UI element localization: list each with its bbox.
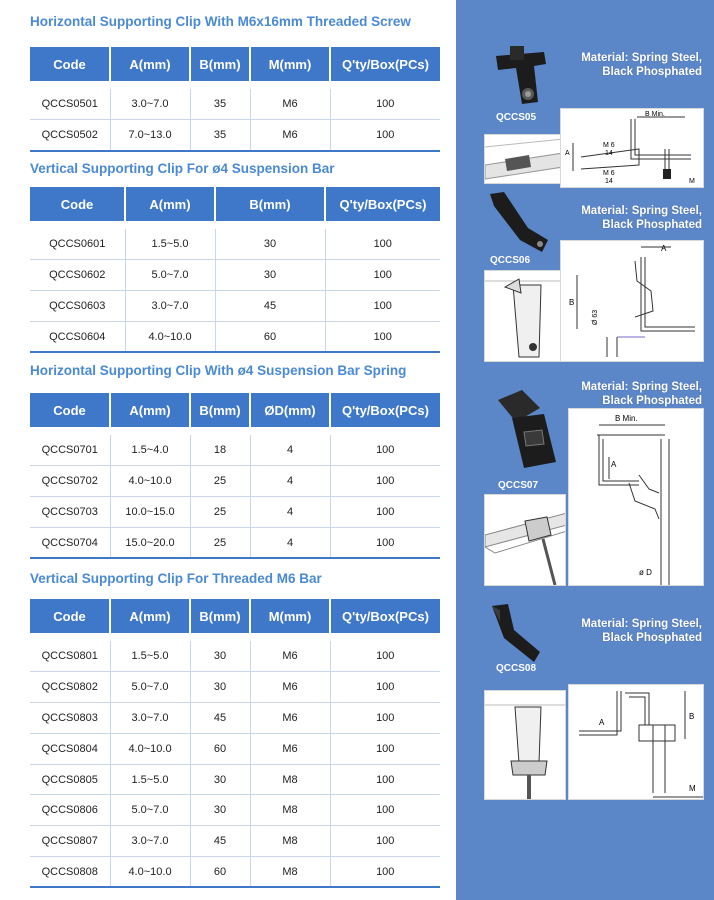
cell-m: M6	[250, 733, 330, 764]
cell-a: 1.5~5.0	[110, 641, 190, 672]
cell-a: 10.0~15.0	[110, 497, 190, 528]
cell-b: 30	[190, 764, 250, 795]
table-row	[30, 764, 440, 795]
cell-m: M6	[250, 641, 330, 672]
dim-label-d: ø D	[639, 568, 652, 577]
cell-code: QCCS0805	[30, 764, 110, 795]
col-header: B(mm)	[190, 47, 250, 81]
table-row	[30, 229, 440, 260]
spec-table-qccs06	[30, 187, 440, 353]
product-code-qccs07: QCCS07	[498, 480, 539, 491]
cell-qty: 100	[330, 497, 440, 528]
col-header: M(mm)	[250, 47, 330, 81]
section-title-qccs06: Vertical Supporting Clip For ø4 Suspension Bar	[30, 161, 335, 176]
cell-code: QCCS0804	[30, 733, 110, 764]
material-note-qccs08	[581, 617, 702, 645]
cell-d: 4	[250, 527, 330, 558]
cell-a: 4.0~10.0	[110, 857, 190, 888]
cell-qty: 100	[330, 703, 440, 734]
cell-code: QCCS0604	[30, 321, 125, 352]
diagram-qccs07	[568, 408, 704, 586]
dim-label-a: A	[661, 244, 667, 253]
table-row	[30, 435, 440, 466]
table-row	[30, 641, 440, 672]
dim-label-14-lower: 14	[605, 178, 613, 185]
col-header: B(mm)	[215, 187, 325, 221]
cell-code: QCCS0502	[30, 120, 110, 151]
cell-m: M6	[250, 672, 330, 703]
cell-qty: 100	[330, 466, 440, 497]
diagram-qccs05	[560, 108, 704, 188]
cell-code: QCCS0602	[30, 260, 125, 291]
table-row	[30, 733, 440, 764]
dim-label-a: A	[599, 718, 605, 727]
material-note-qccs05	[581, 51, 702, 79]
cell-b: 30	[190, 795, 250, 826]
dim-label-b: B	[569, 298, 575, 307]
finish-line: Black Phosphated	[602, 66, 702, 78]
product-panel	[456, 0, 714, 900]
dim-label-b: B	[689, 712, 695, 721]
cell-qty: 100	[330, 857, 440, 888]
product-code-qccs08: QCCS08	[496, 663, 537, 674]
dim-label-d63: Ø 63	[592, 309, 599, 325]
material-note-qccs06	[581, 204, 702, 232]
clip-photo-qccs07	[494, 388, 564, 472]
cell-code: QCCS0703	[30, 497, 110, 528]
cell-b: 60	[190, 733, 250, 764]
cell-qty: 100	[330, 435, 440, 466]
cell-qty: 100	[330, 120, 440, 151]
finish-line: Black Phosphated	[602, 395, 702, 407]
cell-b: 45	[190, 703, 250, 734]
spec-table-qccs07	[30, 393, 440, 559]
col-header: A(mm)	[110, 393, 190, 427]
col-header: B(mm)	[190, 393, 250, 427]
cell-a: 1.5~4.0	[110, 435, 190, 466]
cell-b: 30	[215, 260, 325, 291]
cell-b: 60	[190, 857, 250, 888]
material-line: Material: Spring Steel,	[581, 381, 702, 393]
col-header: B(mm)	[190, 599, 250, 633]
table-row	[30, 497, 440, 528]
cell-d: 4	[250, 435, 330, 466]
cell-b: 30	[215, 229, 325, 260]
table-row	[30, 120, 440, 151]
col-header: M(mm)	[250, 599, 330, 633]
spec-table-qccs08	[30, 599, 440, 888]
table-row	[30, 672, 440, 703]
dim-label-m6-lower: M 6	[603, 170, 615, 177]
cell-a: 4.0~10.0	[110, 733, 190, 764]
dim-label-a: A	[611, 460, 617, 469]
cell-code: QCCS0803	[30, 703, 110, 734]
cell-a: 3.0~7.0	[110, 826, 190, 857]
install-photo-qccs06	[484, 270, 562, 362]
cell-b: 60	[215, 321, 325, 352]
cell-b: 30	[190, 672, 250, 703]
cell-code: QCCS0704	[30, 527, 110, 558]
cell-m: M6	[250, 703, 330, 734]
material-note-qccs07	[581, 380, 702, 408]
table-row	[30, 795, 440, 826]
cell-qty: 100	[330, 764, 440, 795]
cell-m: M6	[250, 89, 330, 120]
cell-d: 4	[250, 466, 330, 497]
col-header: ØD(mm)	[250, 393, 330, 427]
cell-qty: 100	[325, 321, 440, 352]
install-photo-qccs05	[484, 134, 562, 184]
col-header: Code	[30, 599, 110, 633]
cell-qty: 100	[325, 260, 440, 291]
cell-qty: 100	[330, 826, 440, 857]
col-header: Code	[30, 47, 110, 81]
dim-label-bmin: B Min.	[645, 111, 665, 118]
table-row	[30, 466, 440, 497]
clip-photo-qccs05	[486, 42, 556, 114]
cell-a: 15.0~20.0	[110, 527, 190, 558]
table-row	[30, 89, 440, 120]
install-photo-qccs08	[484, 690, 566, 800]
dim-label-a: A	[565, 150, 570, 157]
cell-a: 4.0~10.0	[110, 466, 190, 497]
cell-a: 5.0~7.0	[110, 795, 190, 826]
table-row	[30, 703, 440, 734]
cell-qty: 100	[330, 89, 440, 120]
install-photo-qccs07	[484, 494, 566, 586]
table-row	[30, 291, 440, 322]
finish-line: Black Phosphated	[602, 219, 702, 231]
table-row	[30, 527, 440, 558]
cell-b: 25	[190, 497, 250, 528]
spec-table-qccs05	[30, 47, 440, 152]
cell-qty: 100	[330, 672, 440, 703]
cell-code: QCCS0603	[30, 291, 125, 322]
clip-photo-qccs08	[486, 600, 556, 666]
table-row	[30, 857, 440, 888]
cell-code: QCCS0807	[30, 826, 110, 857]
clip-photo-qccs06	[484, 188, 556, 258]
cell-a: 3.0~7.0	[110, 703, 190, 734]
cell-code: QCCS0501	[30, 89, 110, 120]
cell-code: QCCS0806	[30, 795, 110, 826]
cell-a: 5.0~7.0	[110, 672, 190, 703]
cell-b: 18	[190, 435, 250, 466]
diagram-qccs06	[560, 240, 704, 362]
cell-d: 4	[250, 497, 330, 528]
cell-qty: 100	[330, 527, 440, 558]
cell-a: 5.0~7.0	[125, 260, 215, 291]
section-title-qccs08: Vertical Supporting Clip For Threaded M6 Bar	[30, 571, 322, 586]
col-header: A(mm)	[110, 47, 190, 81]
material-line: Material: Spring Steel,	[581, 618, 702, 630]
cell-qty: 100	[330, 795, 440, 826]
cell-m: M8	[250, 795, 330, 826]
cell-code: QCCS0802	[30, 672, 110, 703]
cell-code: QCCS0702	[30, 466, 110, 497]
cell-b: 25	[190, 466, 250, 497]
cell-b: 45	[190, 826, 250, 857]
col-header: Code	[30, 187, 125, 221]
cell-qty: 100	[325, 291, 440, 322]
cell-m: M8	[250, 857, 330, 888]
cell-a: 4.0~10.0	[125, 321, 215, 352]
cell-b: 45	[215, 291, 325, 322]
col-header: Q'ty/Box(PCs)	[330, 47, 440, 81]
cell-qty: 100	[325, 229, 440, 260]
material-line: Material: Spring Steel,	[581, 205, 702, 217]
cell-m: M6	[250, 120, 330, 151]
cell-code: QCCS0601	[30, 229, 125, 260]
cell-code: QCCS0808	[30, 857, 110, 888]
section-title-qccs07: Horizontal Supporting Clip With ø4 Suspension Bar Spring	[30, 363, 407, 378]
cell-m: M8	[250, 826, 330, 857]
cell-m: M8	[250, 764, 330, 795]
dim-label-m6: M 6	[603, 142, 615, 149]
table-row	[30, 826, 440, 857]
section-title-qccs05: Horizontal Supporting Clip With M6x16mm Threaded Screw	[30, 14, 411, 29]
cell-a: 1.5~5.0	[125, 229, 215, 260]
dim-label-bmin: B Min.	[615, 414, 638, 423]
cell-b: 30	[190, 641, 250, 672]
cell-a: 7.0~13.0	[110, 120, 190, 151]
col-header: Code	[30, 393, 110, 427]
cell-a: 3.0~7.0	[125, 291, 215, 322]
cell-a: 1.5~5.0	[110, 764, 190, 795]
table-row	[30, 321, 440, 352]
material-line: Material: Spring Steel,	[581, 52, 702, 64]
col-header: A(mm)	[110, 599, 190, 633]
table-row	[30, 260, 440, 291]
cell-b: 35	[190, 89, 250, 120]
col-header: Q'ty/Box(PCs)	[325, 187, 440, 221]
product-code-qccs05: QCCS05	[496, 112, 537, 123]
diagram-qccs08	[568, 684, 704, 800]
cell-code: QCCS0701	[30, 435, 110, 466]
cell-code: QCCS0801	[30, 641, 110, 672]
product-code-qccs06: QCCS06	[490, 255, 531, 266]
col-header: A(mm)	[125, 187, 215, 221]
finish-line: Black Phosphated	[602, 632, 702, 644]
cell-qty: 100	[330, 733, 440, 764]
cell-b: 35	[190, 120, 250, 151]
dim-label-m: M	[689, 178, 695, 185]
dim-label-14: 14	[605, 150, 613, 157]
cell-qty: 100	[330, 641, 440, 672]
col-header: Q'ty/Box(PCs)	[330, 599, 440, 633]
col-header: Q'ty/Box(PCs)	[330, 393, 440, 427]
dim-label-m: M	[689, 784, 696, 793]
cell-b: 25	[190, 527, 250, 558]
cell-a: 3.0~7.0	[110, 89, 190, 120]
